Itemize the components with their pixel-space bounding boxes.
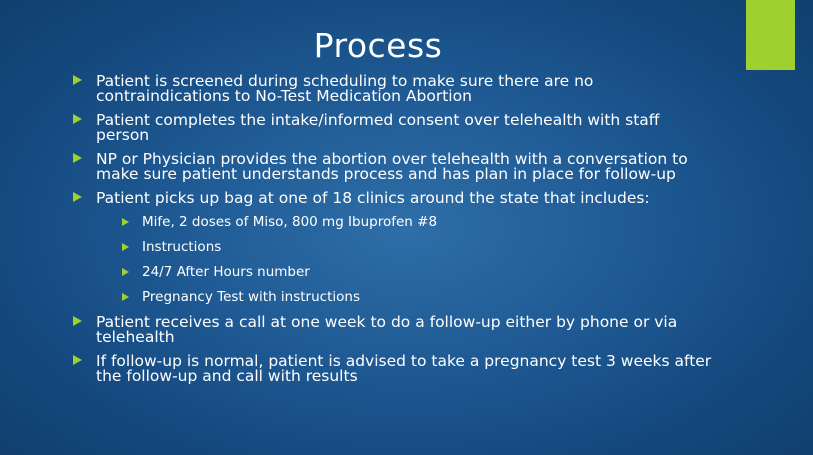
bullet-item — [72, 113, 712, 143]
sub-bullet-list — [122, 215, 712, 305]
bullet-text: Patient picks up bag at one of 18 clinics around the state that includes: — [96, 189, 650, 207]
bullet-item — [72, 152, 712, 182]
bullet-text: Patient completes the intake/informed consent over telehealth with staff person — [96, 111, 660, 144]
bullet-item — [72, 354, 712, 384]
arrow-bullet-icon — [122, 218, 129, 226]
bullet-text: If follow-up is normal, patient is advised to take a pregnancy test 3 weeks after the follow-up and call with results — [96, 352, 712, 385]
arrow-bullet-icon — [73, 355, 82, 365]
bullet-item — [72, 191, 712, 305]
sub-bullet-text: Pregnancy Test with instructions — [142, 289, 360, 305]
bullet-item — [72, 315, 712, 345]
sub-bullet-item — [122, 240, 712, 255]
sub-bullet-item — [122, 265, 712, 280]
arrow-bullet-icon — [122, 268, 129, 276]
bullet-text: Patient is screened during scheduling to make sure there are no contraindications to No-Test Medication Abortion — [96, 72, 594, 105]
bullet-item — [72, 74, 712, 104]
bullet-list — [72, 74, 712, 393]
sub-bullet-text: 24/7 After Hours number — [142, 264, 310, 280]
arrow-bullet-icon — [122, 243, 129, 251]
sub-bullet-item — [122, 215, 712, 230]
arrow-bullet-icon — [73, 75, 82, 85]
sub-bullet-text: Instructions — [142, 239, 222, 255]
arrow-bullet-icon — [122, 293, 129, 301]
sub-bullet-item — [122, 290, 712, 305]
arrow-bullet-icon — [73, 153, 82, 163]
arrow-bullet-icon — [73, 192, 82, 202]
slide-title: Process — [313, 26, 443, 65]
bullet-text: Patient receives a call at one week to do a follow-up either by phone or via telehealth — [96, 313, 678, 346]
arrow-bullet-icon — [73, 316, 82, 326]
sub-bullet-text: Mife, 2 doses of Miso, 800 mg Ibuprofen #8 — [142, 214, 438, 230]
arrow-bullet-icon — [73, 114, 82, 124]
bullet-text: NP or Physician provides the abortion over telehealth with a conversation to make sure patient understands process and has plan in place for follow-up — [96, 150, 688, 183]
